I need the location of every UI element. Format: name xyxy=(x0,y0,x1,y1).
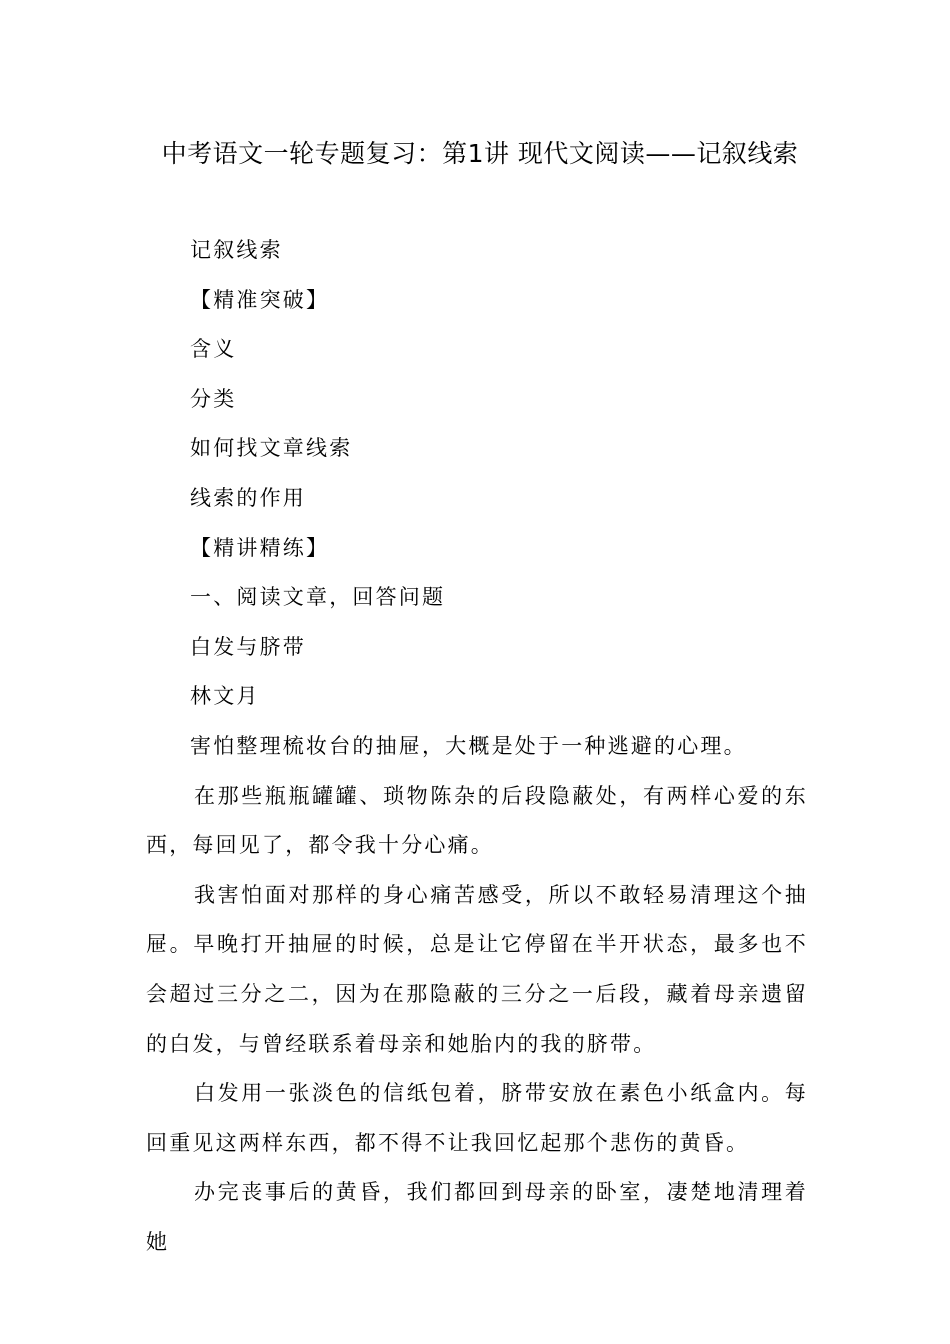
document-body xyxy=(146,226,808,1267)
text-line: 线索的作用 xyxy=(190,485,306,510)
text-line: 【精讲精练】 xyxy=(190,535,330,560)
text-line: 记叙线索 xyxy=(190,238,283,262)
paragraph: 白发用一张淡色的信纸包着，脐带安放在素色小纸盒内。每回重见这两样东西，都不得不让我回忆起那个悲伤的黄昏。 xyxy=(146,1081,808,1155)
text-line: 分类 xyxy=(190,386,237,411)
text-line: 【精准突破】 xyxy=(190,287,330,312)
text-line: 害怕整理梳妆台的抽屉，大概是处于一种逃避的心理。 xyxy=(190,733,747,758)
article-author: 林文月 xyxy=(190,684,260,709)
document-title: 中考语文一轮专题复习：第1讲 现代文阅读——记叙线索 xyxy=(161,139,799,168)
paragraph: 在那些瓶瓶罐罐、琐物陈杂的后段隐蔽处，有两样心爱的东西，每回见了，都令我十分心痛。 xyxy=(146,783,808,858)
paragraph: 我害怕面对那样的身心痛苦感受，所以不敢轻易清理这个抽屉。早晚打开抽屉的时候，总是让它停留在半开状态，最多也不会超过三分之二，因为在那隐蔽的三分之一后段，藏着母亲遗留的白发，与曾经联系着母亲和她胎内的我的脐带。 xyxy=(146,882,808,1056)
text-line: 含义 xyxy=(190,337,237,362)
text-line: 如何找文章线索 xyxy=(190,436,353,461)
text-line: 一、阅读文章，回答问题 xyxy=(190,585,446,610)
article-title: 白发与脐带 xyxy=(190,634,306,659)
paragraph: 办完丧事后的黄昏，我们都回到母亲的卧室，凄楚地清理着她 xyxy=(146,1180,808,1254)
